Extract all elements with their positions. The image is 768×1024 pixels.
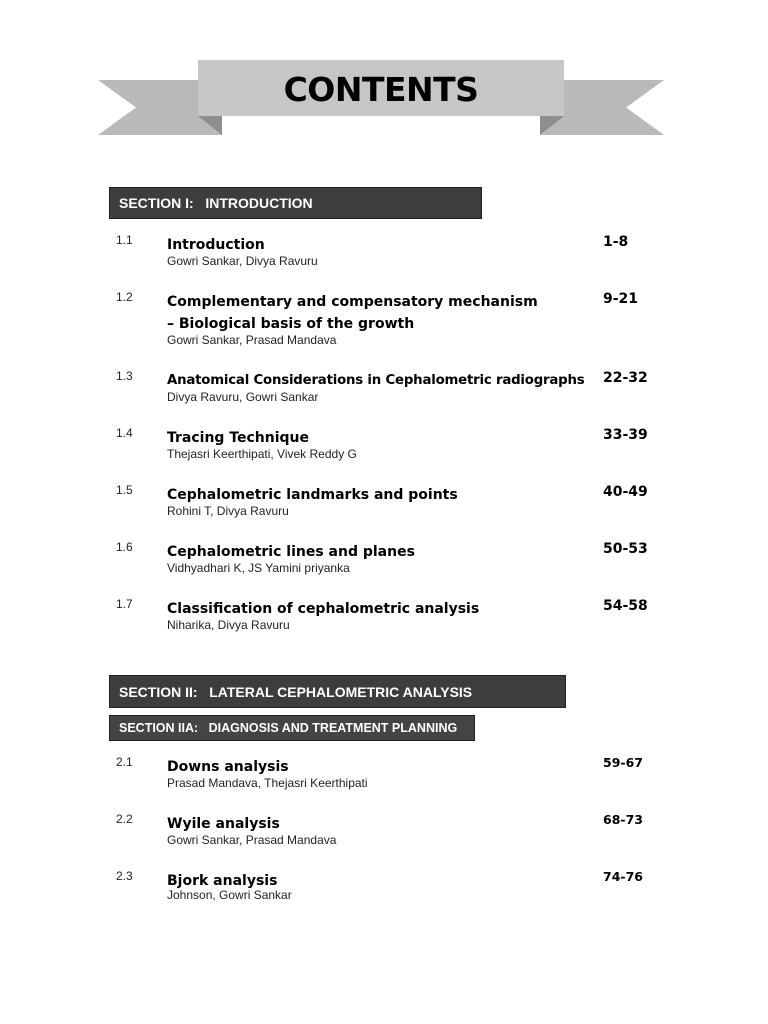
entry-title: Downs analysis xyxy=(167,759,289,775)
entry-pages: 33-39 xyxy=(603,427,648,443)
entry-number: 2.3 xyxy=(116,869,133,883)
entry-number: 2.1 xyxy=(116,755,133,769)
entry-title: Complementary and compensatory mechanism – Biological basis of the growth xyxy=(167,294,538,332)
entry-title: Cephalometric lines and planes xyxy=(167,544,415,560)
entry-pages: 50-53 xyxy=(603,541,648,557)
entry-authors: Gowri Sankar, Prasad Mandava xyxy=(167,833,337,847)
page-title: CONTENTS xyxy=(283,70,479,109)
entry-pages: 74-76 xyxy=(603,869,643,884)
entry-pages: 1-8 xyxy=(603,234,629,250)
entry-pages: 68-73 xyxy=(603,812,643,827)
entry-number: 2.2 xyxy=(116,812,133,826)
entry-authors: Vidhyadhari K, JS Yamini priyanka xyxy=(167,561,350,575)
entry-authors: Johnson, Gowri Sankar xyxy=(167,888,292,902)
subsection-header: SECTION IIA: DIAGNOSIS AND TREATMENT PLANNING xyxy=(109,715,475,741)
entry-title: Bjork analysis xyxy=(167,873,278,889)
entry-number: 1.4 xyxy=(116,426,133,440)
entry-authors: Gowri Sankar, Prasad Mandava xyxy=(167,333,337,347)
entry-authors: Divya Ravuru, Gowri Sankar xyxy=(167,390,319,404)
entry-pages: 22-32 xyxy=(603,370,648,386)
entry-number: 1.3 xyxy=(116,369,133,383)
section-header: SECTION I: INTRODUCTION xyxy=(109,187,482,219)
entry-number: 1.2 xyxy=(116,290,133,304)
section-header: SECTION II: LATERAL CEPHALOMETRIC ANALYSIS xyxy=(109,675,566,708)
entry-title: Cephalometric landmarks and points xyxy=(167,487,458,503)
entry-authors: Thejasri Keerthipati, Vivek Reddy G xyxy=(167,447,357,461)
entry-number: 1.1 xyxy=(116,233,133,247)
entry-number: 1.5 xyxy=(116,483,133,497)
entry-number: 1.7 xyxy=(116,597,133,611)
contents-banner xyxy=(98,58,664,138)
entry-title: Introduction xyxy=(167,237,265,253)
entry-authors: Rohini T, Divya Ravuru xyxy=(167,504,289,518)
entry-authors: Prasad Mandava, Thejasri Keerthipati xyxy=(167,776,368,790)
entry-authors: Gowri Sankar, Divya Ravuru xyxy=(167,254,318,268)
entry-title: Wyile analysis xyxy=(167,816,280,832)
entry-authors: Niharika, Divya Ravuru xyxy=(167,618,290,632)
entry-pages: 54-58 xyxy=(603,598,648,614)
entry-title: Tracing Technique xyxy=(167,430,310,446)
entry-pages: 9-21 xyxy=(603,291,639,307)
entry-pages: 40-49 xyxy=(603,484,648,500)
entry-pages: 59-67 xyxy=(603,755,643,770)
entry-number: 1.6 xyxy=(116,540,133,554)
entry-title: Anatomical Considerations in Cephalometric radiographs xyxy=(167,373,585,388)
entry-title: Classification of cephalometric analysis xyxy=(167,601,480,617)
